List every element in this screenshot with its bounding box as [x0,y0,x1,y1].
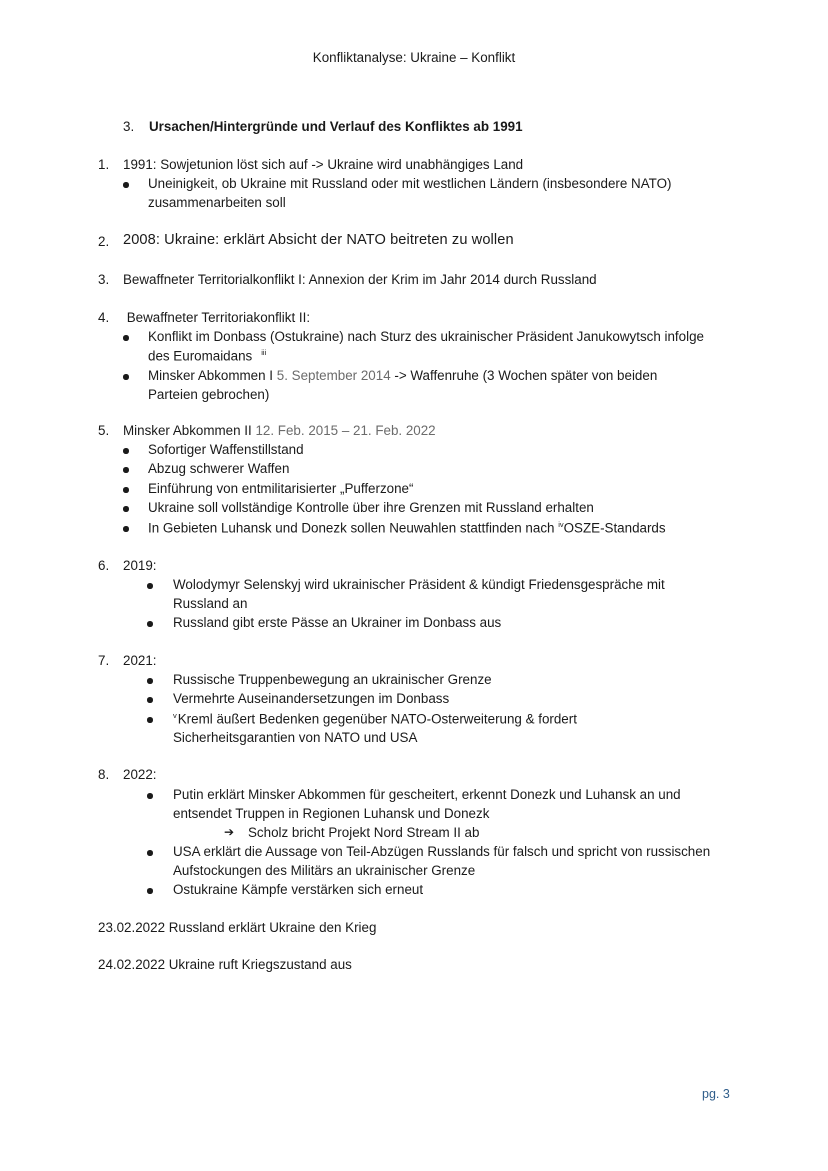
bullet-text: Ukraine soll vollständige Kontrolle über ihre Grenzen mit Russland erhalten [148,500,594,515]
page-header: Konfliktanalyse: Ukraine – Konflikt [312,50,516,65]
bullet-icon [123,500,133,512]
bullet-text-cont: zusammenarbeiten soll [148,195,286,210]
osze-text: OSZE-Standards [563,520,666,536]
kreml-text: Kreml äußert Bedenken gegenüber NATO-Osterweiterung & fordert [177,711,577,727]
bullet-text-cont: Parteien gebrochen) [148,387,270,402]
item-text [123,423,436,438]
bullet-text [173,711,577,726]
bullet-icon [123,329,133,341]
bullet-icon [147,711,157,723]
minsk-ii-label: Minsker Abkommen II [123,423,256,438]
elections-text: In Gebieten Luhansk und Donezk sollen Neuwahlen stattfinden nach [148,520,559,536]
bullet-icon [147,577,157,589]
item-text: Bewaffneter Territorialkonflikt I: Annexion der Krim im Jahr 2014 durch Russland [123,272,597,287]
minsk-i-label: Minsker Abkommen I [148,368,277,383]
arrow-right-icon: ➔ [224,825,235,839]
bullet-text: Ostukraine Kämpfe verstärken sich erneut [173,882,424,897]
bullet-text: Russland gibt erste Pässe an Ukrainer im Donbass aus [173,615,502,630]
bullet-text: Vermehrte Auseinandersetzungen im Donbass [173,691,450,706]
page-number: pg. 3 [702,1087,730,1101]
bullet-text-cont: entsendet Truppen in Regionen Luhansk und Donezk [173,806,490,821]
euromaidans-text: des Euromaidans [148,348,253,364]
bullet-text: Uneinigkeit, ob Ukraine mit Russland oder mit westlichen Ländern (insbesondere NATO) [148,176,672,191]
bullet-icon [123,520,133,532]
minsk-ii-date: 12. Feb. 2015 – 21. Feb. 2022 [255,423,436,438]
bullet-icon [147,844,157,856]
item-text: 2019: [123,558,157,573]
bullet-text: Putin erklärt Minsker Abkommen für gescheitert, erkennt Donezk und Luhansk an und [173,787,681,802]
bullet-icon [123,481,133,493]
bullet-text [148,520,666,535]
item-text: 1991: Sowjetunion löst sich auf -> Ukraine wird unabhängiges Land [123,157,524,172]
bullet-text [148,368,657,383]
section-title-text: Ursachen/Hintergründe und Verlauf des Konfliktes ab 1991 [149,119,523,134]
bullet-text-cont: Aufstockungen des Militärs an ukrainischer Grenze [173,863,476,878]
bullet-icon [123,368,133,380]
item-number: 4. [98,310,110,325]
bullet-icon [147,691,157,703]
item-text: 2008: Ukraine: erklärt Absicht der NATO beitreten zu wollen [123,232,514,248]
item-number: 8. [98,767,110,782]
bullet-text-cont [148,348,268,363]
event-state-of-war: 24.02.2022 Ukraine ruft Kriegszustand aus [98,957,352,972]
bullet-icon [147,615,157,627]
bullet-text-cont: Russland an [173,596,248,611]
bullet-text: Russische Truppenbewegung an ukrainischer Grenze [173,672,492,687]
bullet-text: Wolodymyr Selenskyj wird ukrainischer Präsident & kündigt Friedensgespräche mit [173,577,665,592]
section-title [123,119,523,134]
bullet-text: Einführung von entmilitarisierter „Pufferzone“ [148,481,414,496]
bullet-text: Sofortiger Waffenstillstand [148,442,304,457]
endnote-marker: iii [261,348,267,357]
item-number: 6. [98,558,110,573]
bullet-icon [147,787,157,799]
item-text: Bewaffneter Territoriakonflikt II: [123,310,311,325]
bullet-icon [147,672,157,684]
minsk-i-result: -> Waffenruhe (3 Wochen später von beiden [390,368,658,383]
endnote-marker: iv [558,520,564,529]
bullet-text: Konflikt im Donbass (Ostukraine) nach Sturz des ukrainischer Präsident Janukowytsch infolge [148,329,704,344]
item-number: 3. [98,272,110,287]
item-number: 7. [98,653,110,668]
item-number: 5. [98,423,110,438]
item-text: 2022: [123,767,157,782]
endnote-marker: v [173,711,177,720]
bullet-icon [123,176,133,188]
item-number: 1. [98,157,110,172]
event-war-declaration: 23.02.2022 Russland erklärt Ukraine den Krieg [98,920,377,935]
bullet-text: USA erklärt die Aussage von Teil-Abzügen Russlands für falsch und spricht von russischen [173,844,711,859]
arrow-text: Scholz bricht Projekt Nord Stream II ab [248,825,480,840]
bullet-icon [147,882,157,894]
item-text: 2021: [123,653,157,668]
minsk-i-date: 5. September 2014 [276,368,391,383]
bullet-text: Abzug schwerer Waffen [148,461,290,476]
bullet-icon [123,461,133,473]
section-number: 3. [123,119,135,134]
bullet-icon [123,442,133,454]
bullet-text-cont: Sicherheitsgarantien von NATO und USA [173,730,418,745]
item-number: 2. [98,234,110,249]
